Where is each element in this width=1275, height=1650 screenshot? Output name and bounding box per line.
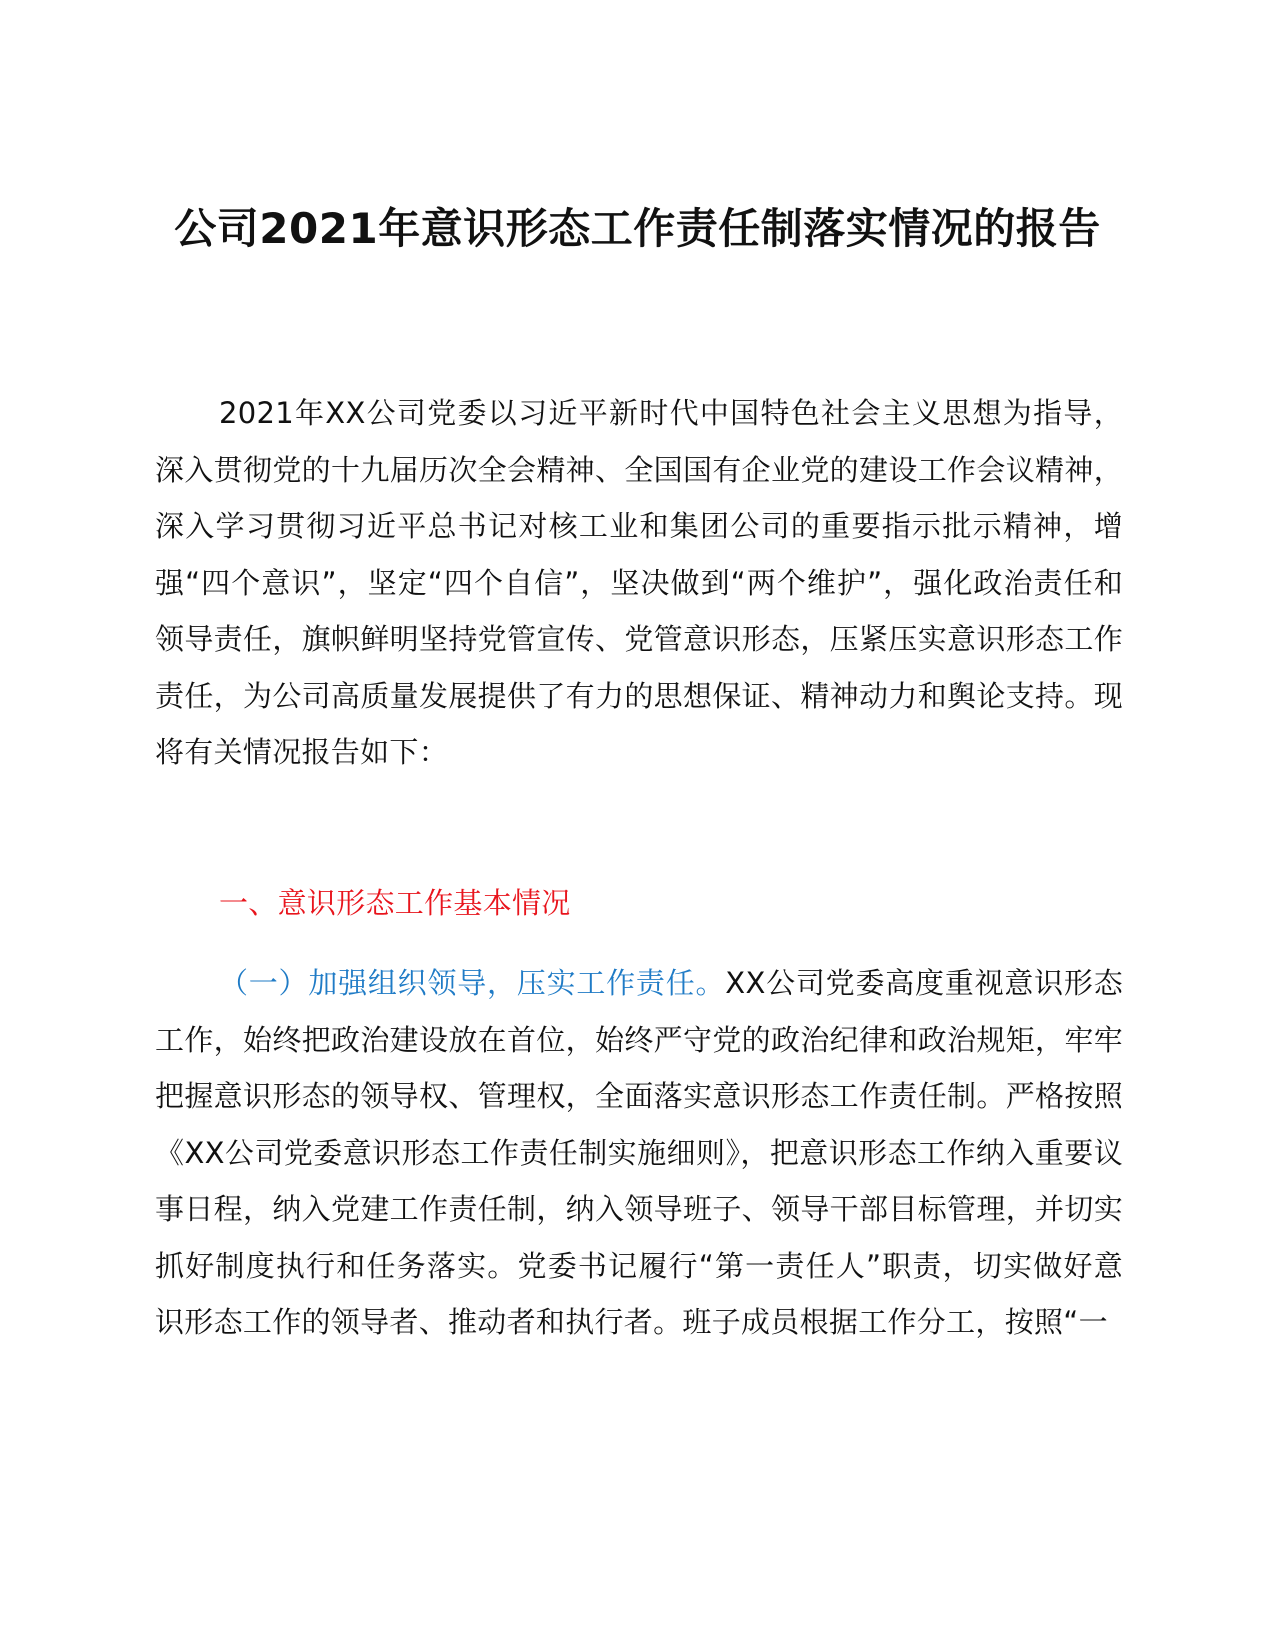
subsection-body: XX公司党委高度重视意识形态工作，始终把政治建设放在首位，始终严守党的政治纪律和政治规矩，牢牢把握意识形态的领导权、管理权，全面落实意识形态工作责任制。严格按照《XX公司党委意识形态工作责任制实施细则》，把意识形态工作纳入重要议事日程，纳入党建工作责任制，纳入领导班子、领导干部目标管理，并切实抓好制度执行和任务落实。党委书记履行“第一责任人”职责，切实做好意识形态工作的领导者、推动者和执行者。班子成员根据工作分工，按照“一 [155, 966, 1123, 1339]
subsection-paragraph [155, 955, 1123, 1351]
section-heading: 一、意识形态工作基本情况 [219, 886, 571, 920]
subsection-heading: （一）加强组织领导，压实工作责任。 [219, 966, 726, 1000]
document-title: 公司2021年意识形态工作责任制落实情况的报告 [174, 204, 1101, 253]
intro-paragraph: 2021年XX公司党委以习近平新时代中国特色社会主义思想为指导，深入贯彻党的十九届历次全会精神、全国国有企业党的建设工作会议精神，深入学习贯彻习近平总书记对核工业和集团公司的重要指示批示精神，增强“四个意识”，坚定“四个自信”，坚决做到“两个维护”，强化政治责任和领导责任，旗帜鲜明坚持党管宣传、党管意识形态，压紧压实意识形态工作责任，为公司高质量发展提供了有力的思想保证、精神动力和舆论支持。现将有关情况报告如下： [155, 396, 1123, 769]
